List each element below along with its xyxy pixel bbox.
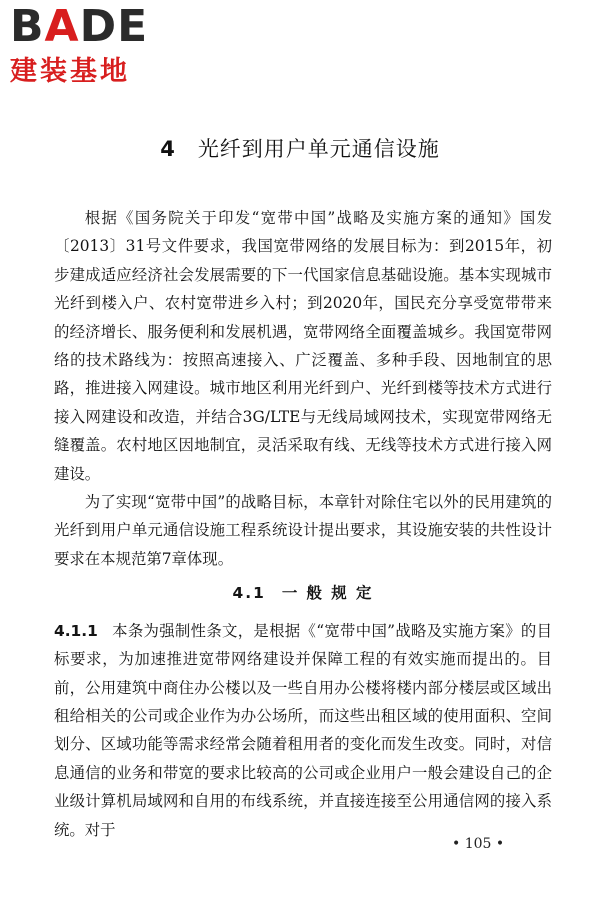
paragraph-goal: 为了实现“宽带中国”的战略目标，本章针对除住宅以外的民用建筑的光纤到用户单元通信设施工程系统设计提出要求，其设施安装的共性设计要求在本规范第7章体现。 bbox=[54, 493, 552, 568]
page-body bbox=[54, 204, 552, 844]
chapter-title bbox=[0, 133, 600, 163]
logo-mark bbox=[10, 1, 180, 52]
clause-number: 4.1.1 bbox=[54, 621, 98, 640]
section-title-text: 一 般 规 定 bbox=[281, 584, 374, 603]
section-number: 4.1 bbox=[232, 584, 266, 603]
chapter-title-text: 光纤到用户单元通信设施 bbox=[197, 137, 440, 161]
logo-subtitle: 建装基地 bbox=[10, 56, 130, 87]
section-heading bbox=[54, 579, 552, 607]
chapter-number: 4 bbox=[160, 137, 176, 161]
clause-4-1-1 bbox=[54, 617, 552, 844]
page-number: • 105 • bbox=[452, 836, 505, 852]
bade-logo bbox=[10, 1, 180, 88]
logo-text: BADE bbox=[10, 1, 149, 52]
clause-text: 本条为强制性条文，是根据《“宽带中国”战略及实施方案》的目标要求，为加速推进宽带网络建设并保障工程的有效实施而提出的。目前，公用建筑中商住办公楼以及一些自用办公楼将楼内部分楼层或区域出租给相关的公司或企业作为办公场所，而这些出租区域的使用面积、空间划分、区域功能等需求经常会随着租用者的变化而发生改变。同时，对信息通信的业务和带宽的要求比较高的公司或企业用户一般会建设自己的企业级计算机局域网和自用的布线系统，并直接连接至公用通信网的接入系统。对于 bbox=[54, 621, 552, 839]
paragraph-intro: 根据《国务院关于印发“宽带中国”战略及实施方案的通知》国发〔2013〕31号文件要求，我国宽带网络的发展目标为：到2015年，初步建成适应经济社会发展需要的下一代国家信息基础设施。基本实现城市光纤到楼入户、农村宽带进乡入村；到2020年，国民充分享受宽带带来的经济增长、服务便利和发展机遇，宽带网络全面覆盖城乡。我国宽带网络的技术路线为：按照高速接入、广泛覆盖、多种手段、因地制宜的思路，推进接入网建设。城市地区利用光纤到户、光纤到楼等技术方式进行接入网建设和改造，并结合3G/LTE与无线局域网技术，实现宽带网络无缝覆盖。农村地区因地制宜，灵活采取有线、无线等技术方式进行接入网建设。 bbox=[54, 209, 552, 483]
